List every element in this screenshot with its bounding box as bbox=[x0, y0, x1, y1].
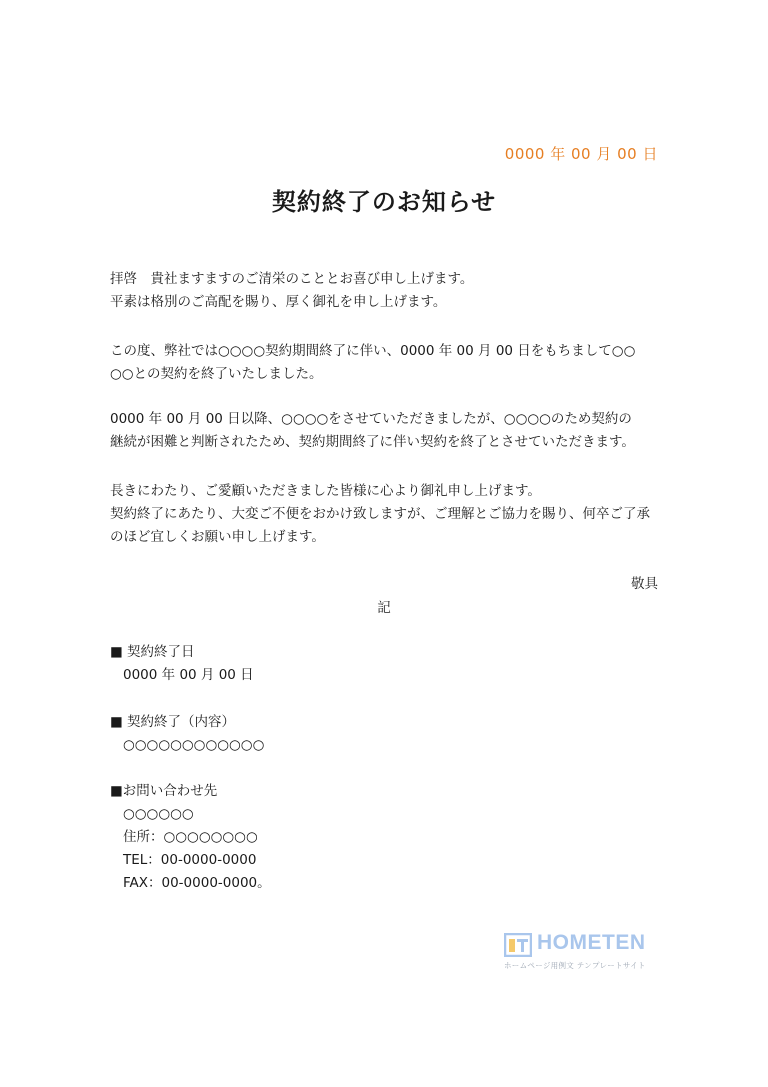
contact-name: ○○○○○○ bbox=[123, 806, 194, 822]
paragraph-line: 平素は格別のご高配を賜り、厚く御礼を申し上げます。 bbox=[110, 294, 447, 310]
paragraph-greeting bbox=[110, 268, 660, 314]
paragraph-announcement bbox=[110, 340, 660, 386]
section-end-date bbox=[110, 641, 254, 687]
document-date: 0000 年 00 月 00 日 bbox=[504, 145, 658, 163]
paragraph-line: 拝啓 貴社ますますのご清栄のこととお喜び申し上げます。 bbox=[110, 271, 474, 287]
contact-address: 住所：○○○○○○○○ bbox=[123, 829, 258, 845]
hometen-logo-tagline: ホームページ用例文 テンプレートサイト bbox=[504, 961, 646, 970]
paragraph-line: この度、弊社では○○○○契約期間終了に伴い、0000 年 00 月 00 日をもちまして○○ bbox=[110, 343, 636, 359]
paragraph-line: 0000 年 00 月 00 日以降、○○○○をさせていただきましたが、○○○○のため契約の bbox=[110, 411, 632, 427]
ki-marker: 記 bbox=[377, 600, 391, 616]
section-heading: ■ 契約終了日 bbox=[110, 644, 195, 660]
hometen-logo bbox=[504, 932, 654, 972]
section-contract-content bbox=[110, 711, 264, 757]
section-line: 0000 年 00 月 00 日 bbox=[123, 667, 254, 683]
closing-keigu: 敬具 bbox=[631, 576, 658, 592]
section-line: ○○○○○○○○○○○○ bbox=[123, 737, 265, 753]
section-heading: ■ 契約終了（内容） bbox=[110, 714, 236, 730]
paragraph-line: のほど宜しくお願い申し上げます。 bbox=[110, 529, 325, 545]
paragraph-line: ○○との契約を終了いたしました。 bbox=[110, 366, 323, 382]
contact-tel: TEL：00-0000-0000 bbox=[123, 852, 257, 868]
paragraph-line: 継続が困難と判断されたため、契約期間終了に伴い契約を終了とさせていただきます。 bbox=[110, 434, 635, 450]
paragraph-line: 契約終了にあたり、大変ご不便をおかけ致しますが、ご理解とご協力を賜り、何卒ご了承 bbox=[110, 506, 650, 522]
paragraph-thanks bbox=[110, 480, 660, 549]
paragraph-reason bbox=[110, 408, 660, 454]
contact-fax: FAX：00-0000-0000。 bbox=[123, 875, 271, 891]
paragraph-line: 長きにわたり、ご愛顧いただきました皆様に心より御礼申し上げます。 bbox=[110, 483, 541, 499]
section-heading: ■お問い合わせ先 bbox=[110, 783, 218, 799]
hometen-logo-mark-icon bbox=[504, 933, 532, 957]
section-contact bbox=[110, 780, 271, 895]
document-title: 契約終了のお知らせ bbox=[271, 187, 497, 216]
hometen-logo-name: HOMETEN bbox=[537, 931, 646, 954]
